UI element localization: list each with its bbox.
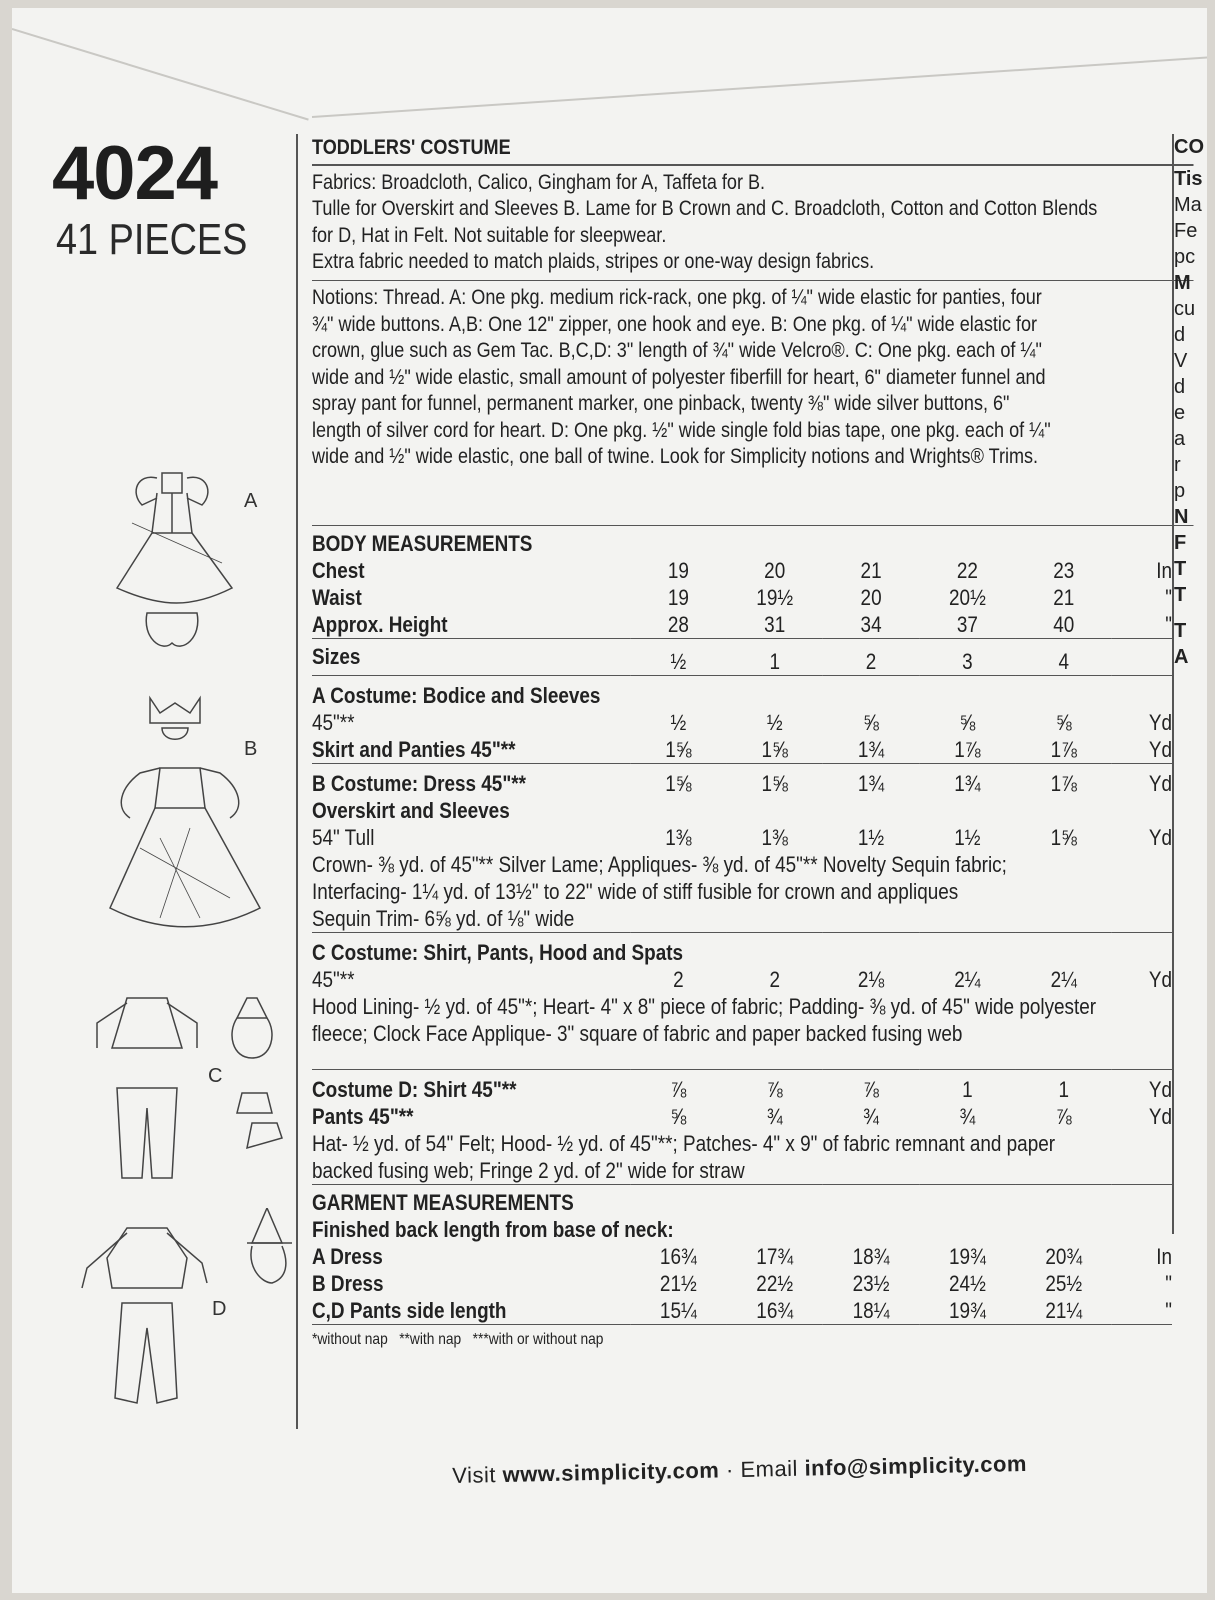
c-costume-heading: C Costume: Shirt, Pants, Hood and Spats	[312, 940, 684, 965]
body-heading: BODY MEASUREMENTS	[312, 531, 533, 556]
email-link[interactable]: info@simplicity.com	[804, 1450, 1028, 1481]
a-costume-heading: A Costume: Bodice and Sleeves	[312, 683, 601, 708]
pattern-number: 4024	[52, 131, 218, 216]
fabrics-line: for D, Hat in Felt. Not suitable for sleepwear.	[312, 223, 667, 247]
table-row: B Costume: Dress 45"** 1⅝ 1⅝ 1¾ 1¾ 1⅞ Yd	[312, 764, 1172, 798]
table-row: Waist 19 19½ 20 20½ 21 "	[312, 585, 1172, 610]
table-row: Skirt and Panties 45"** 1⅝ 1⅝ 1¾ 1⅞ 1⅞ Yd	[312, 737, 1172, 762]
table-row: B Dress 21½ 22½ 23½ 24½ 25½ "	[312, 1271, 1172, 1296]
view-c-illustration	[87, 988, 287, 1198]
view-b-illustration	[100, 688, 270, 948]
table-row: 54" Tull 1⅜ 1⅜ 1½ 1½ 1⅝ Yd	[312, 825, 1172, 850]
view-a-illustration	[102, 463, 262, 663]
notions-line: wide and ½" wide elastic, small amount of polyester fiberfill for heart, 6" diameter funnel and	[312, 365, 1046, 389]
table-row: Chest 19 20 21 22 23 In	[312, 558, 1172, 583]
yardage-table: BODY MEASUREMENTS Chest 19 20 21 22 23 In Waist 19 19½ 20 20½ 21 " Approx. Height 28 31 34 37 40 " Sizes ½ 1 2 3 4 A Costume: Bodice and Sleeves 45"** ½ ½ ⅝ ⅝ ⅝ Yd Skirt and Panties 45"** 1⅝ 1⅝ 1¾ 1⅞ 1⅞ Yd B Costume: Dress 45"** 1⅝ 1⅝ 1¾ 1¾ 1⅞ Yd Overskirt and Sleeves 54" Tull 1⅜ 1⅜ 1½ 1½ 1⅝ Yd Crown- ⅜ yd. of 45"** Silver Lame; Appliques- ⅜ yd. of 45"** Novelty Sequin fabric; Interfacing- 1¼ yd. of 13½" to 22" wide of stiff fusible for crown and appliques Sequin Trim- 6⅝ yd. of ⅛" wide C Costume: Shirt, Pants, Hood and Spats 45"** 2 2 2⅛ 2¼ 2¼ Yd Hood Lining- ½ yd. of 45"*; Heart- 4" x 8" piece of fabric; Padding- ⅜ yd. of 45" wide polyester fleece; Clock Face Applique- 3" square of fabric and paper backed fusing web Costume D: Shirt 45"** ⅞ ⅞ ⅞ 1 1 Yd Pants 45"** ⅝ ¾ ¾ ¾ ⅞ Yd Hat- ½ yd. of 54" Felt; Hood- ½ yd. of 45"**; Patches- 4" x 9" of fabric remnant and paper backed fusing web; Fringe 2 yd. of 2" wide for straw GARMENT MEASUREMENTS Finished back length from base of neck: A Dress 16¾ 17¾ 18¾ 19¾ 20¾ In B Dress 21½ 22½ 23½ 24½ 25½ " C,D Pants side length 15¼ 16¾ 18¼ 19¾ 21¼ " *without nap **with nap ***with or without nap	[312, 530, 1172, 1355]
footer: Visit www.simplicity.com · Email info@simplicity.com	[452, 1450, 1028, 1488]
fabrics-line: Tulle for Overskirt and Sleeves B. Lame for B Crown and C. Broadcloth, Cotton and Cotton Blends	[312, 197, 1098, 220]
table-row: Costume D: Shirt 45"** ⅞ ⅞ ⅞ 1 1 Yd	[312, 1070, 1172, 1104]
rule	[312, 525, 1194, 527]
notions-line: Notions: Thread. A: One pkg. medium rick-rack, one pkg. of ¼" wide elastic for panties, four	[312, 286, 1042, 309]
view-label-c: C	[208, 1065, 223, 1087]
view-label-d: D	[212, 1298, 227, 1320]
rule	[312, 280, 1194, 282]
flap-fold-line	[12, 28, 309, 121]
content-area	[312, 134, 1192, 1355]
partial-next-column: CO Tis Ma Fe pc M cu d V d e a r p N F T T T A	[1174, 136, 1204, 668]
website-link[interactable]: www.simplicity.com	[502, 1457, 720, 1487]
table-row: Approx. Height 28 31 34 37 40 "	[312, 612, 1172, 637]
notions-line: crown, glue such as Gem Tac. B,C,D: 3" length of ¾" wide Velcro®. C: One pkg. each of ¼"	[312, 339, 1042, 362]
notions-line: ¾" wide buttons. A,B: One 12" zipper, one hook and eye. B: One pkg. of ¼" wide elastic for	[312, 312, 1038, 336]
costume-title: TODDLERS' COSTUME	[312, 136, 511, 159]
flap-fold-line	[312, 56, 1207, 118]
footnote: *without nap **with nap ***with or without nap	[312, 1331, 604, 1348]
table-row: 45"** 2 2 2⅛ 2¼ 2¼ Yd	[312, 967, 1172, 992]
table-row: A Dress 16¾ 17¾ 18¾ 19¾ 20¾ In	[312, 1244, 1172, 1269]
fabrics-section	[312, 170, 1194, 276]
notions-section	[312, 285, 1194, 471]
notions-line: spray pant for funnel, permanent marker, one pinback, twenty ⅜" wide silver buttons, 6"	[312, 392, 1010, 415]
notions-line: wide and ½" wide elastic, one ball of twine. Look for Simplicity notions and Wrights® Trims.	[312, 445, 1039, 468]
table-row: 45"** ½ ½ ⅝ ⅝ ⅝ Yd	[312, 710, 1172, 735]
view-label-b: B	[244, 738, 258, 760]
table-row: Pants 45"** ⅝ ¾ ¾ ¾ ⅞ Yd	[312, 1104, 1172, 1129]
fabrics-line: Fabrics: Broadcloth, Calico, Gingham for A, Taffeta for B.	[312, 170, 766, 194]
view-d-illustration	[67, 1208, 307, 1428]
table-row: C,D Pants side length 15¼ 16¾ 18¼ 19¾ 21¼ "	[312, 1298, 1172, 1323]
rule	[312, 164, 1194, 166]
view-label-a: A	[244, 490, 258, 512]
pieces-count: 41 PIECES	[56, 215, 248, 264]
garment-heading: GARMENT MEASUREMENTS	[312, 1190, 574, 1215]
notions-line: length of silver cord for heart. D: One pkg. ½" wide single fold bias tape, one pkg. each of ¼"	[312, 418, 1051, 442]
envelope-back	[12, 8, 1207, 1593]
sizes-row: Sizes ½ 1 2 3 4	[312, 639, 1172, 676]
fabrics-line: Extra fabric needed to match plaids, stripes or one-way design fabrics.	[312, 250, 875, 273]
